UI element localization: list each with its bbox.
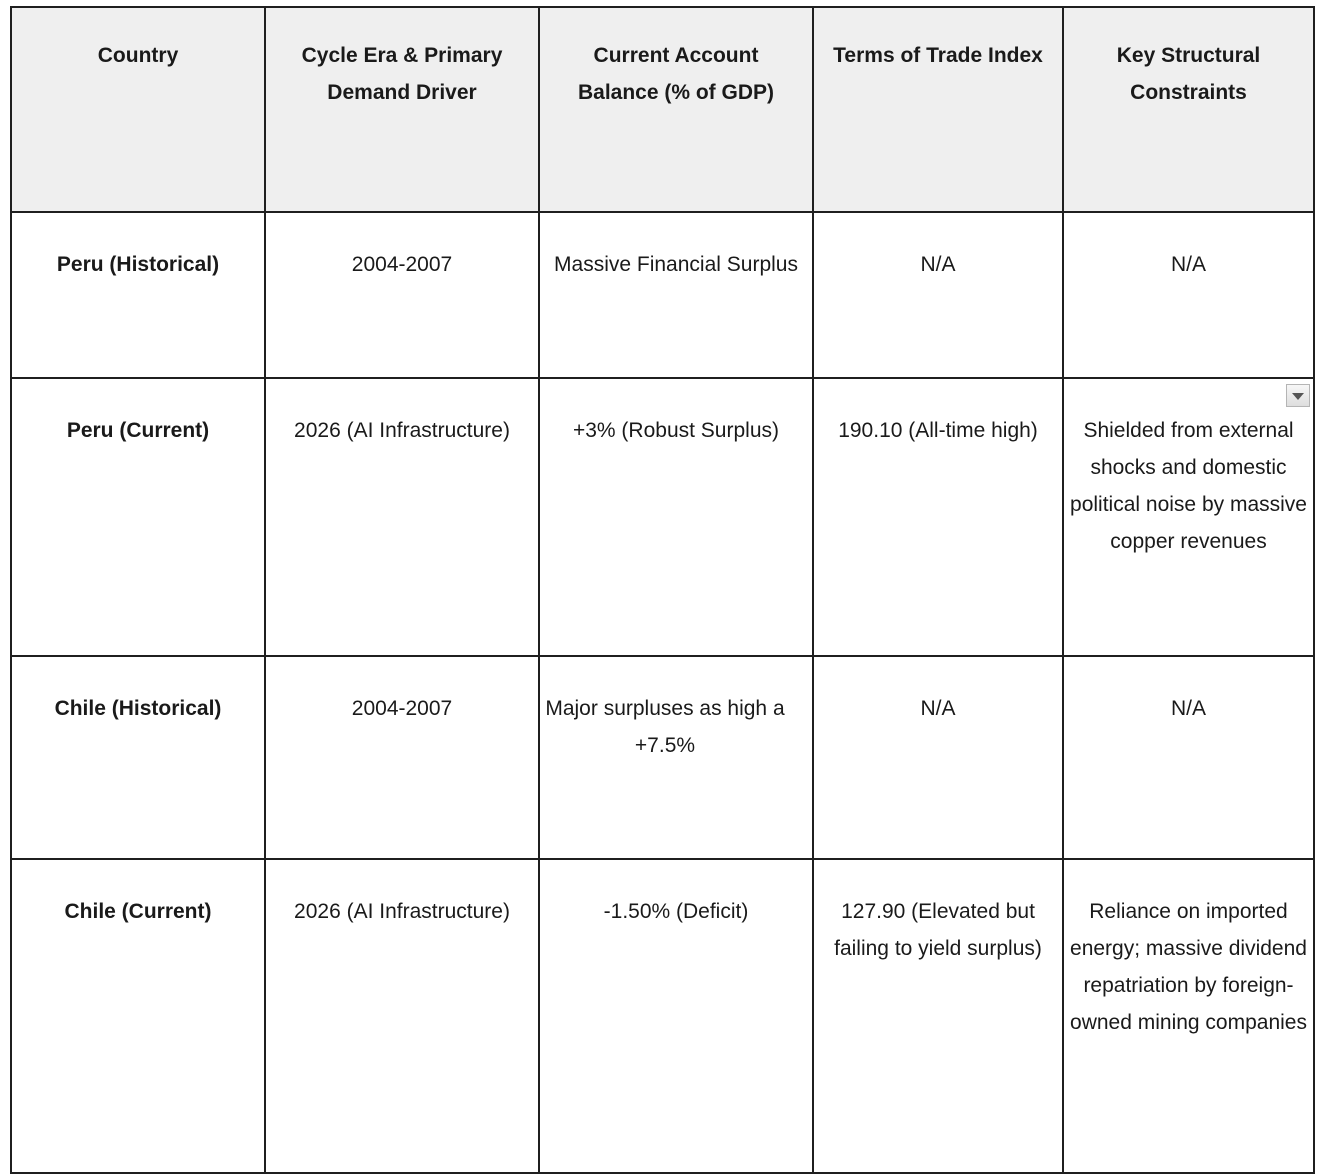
cell-cycle: 2026 (AI Infrastructure) xyxy=(265,859,539,1173)
header-current-account: Current Account Balance (% of GDP) xyxy=(539,7,813,212)
cell-balance: +3% (Robust Surplus) xyxy=(539,378,813,656)
cell-balance: Major surpluses as high a +7.5% xyxy=(539,656,813,859)
table-row xyxy=(11,212,1314,378)
cell-constraints-text: Shielded from external shocks and domestic political noise by massive copper revenues xyxy=(1070,419,1307,553)
cell-cycle: 2004-2007 xyxy=(265,212,539,378)
cell-constraints: N/A xyxy=(1063,212,1314,378)
header-structural-constraints: Key Structural Constraints xyxy=(1063,7,1314,212)
cell-terms-of-trade: 190.10 (All-time high) xyxy=(813,378,1063,656)
cell-cycle: 2026 (AI Infrastructure) xyxy=(265,378,539,656)
table-row xyxy=(11,656,1314,859)
cell-balance: -1.50% (Deficit) xyxy=(539,859,813,1173)
cell-constraints: Reliance on imported energy; massive dividend repatriation by foreign-owned mining companies xyxy=(1063,859,1314,1173)
cell-country: Chile (Current) xyxy=(11,859,265,1173)
cell-constraints[interactable] xyxy=(1063,378,1314,656)
cell-menu-button[interactable] xyxy=(1286,384,1310,407)
cell-terms-of-trade: 127.90 (Elevated but failing to yield surplus) xyxy=(813,859,1063,1173)
cell-country: Chile (Historical) xyxy=(11,656,265,859)
cell-terms-of-trade: N/A xyxy=(813,656,1063,859)
comparison-table xyxy=(10,6,1315,1174)
header-row xyxy=(11,7,1314,212)
cell-country: Peru (Current) xyxy=(11,378,265,656)
header-country: Country xyxy=(11,7,265,212)
chevron-down-icon xyxy=(1292,393,1304,400)
table-row xyxy=(11,859,1314,1173)
cell-balance: Massive Financial Surplus xyxy=(539,212,813,378)
header-terms-of-trade: Terms of Trade Index xyxy=(813,7,1063,212)
header-cycle-era: Cycle Era & Primary Demand Driver xyxy=(265,7,539,212)
table-row xyxy=(11,378,1314,656)
cell-country: Peru (Historical) xyxy=(11,212,265,378)
cell-cycle: 2004-2007 xyxy=(265,656,539,859)
cell-terms-of-trade: N/A xyxy=(813,212,1063,378)
cell-constraints: N/A xyxy=(1063,656,1314,859)
